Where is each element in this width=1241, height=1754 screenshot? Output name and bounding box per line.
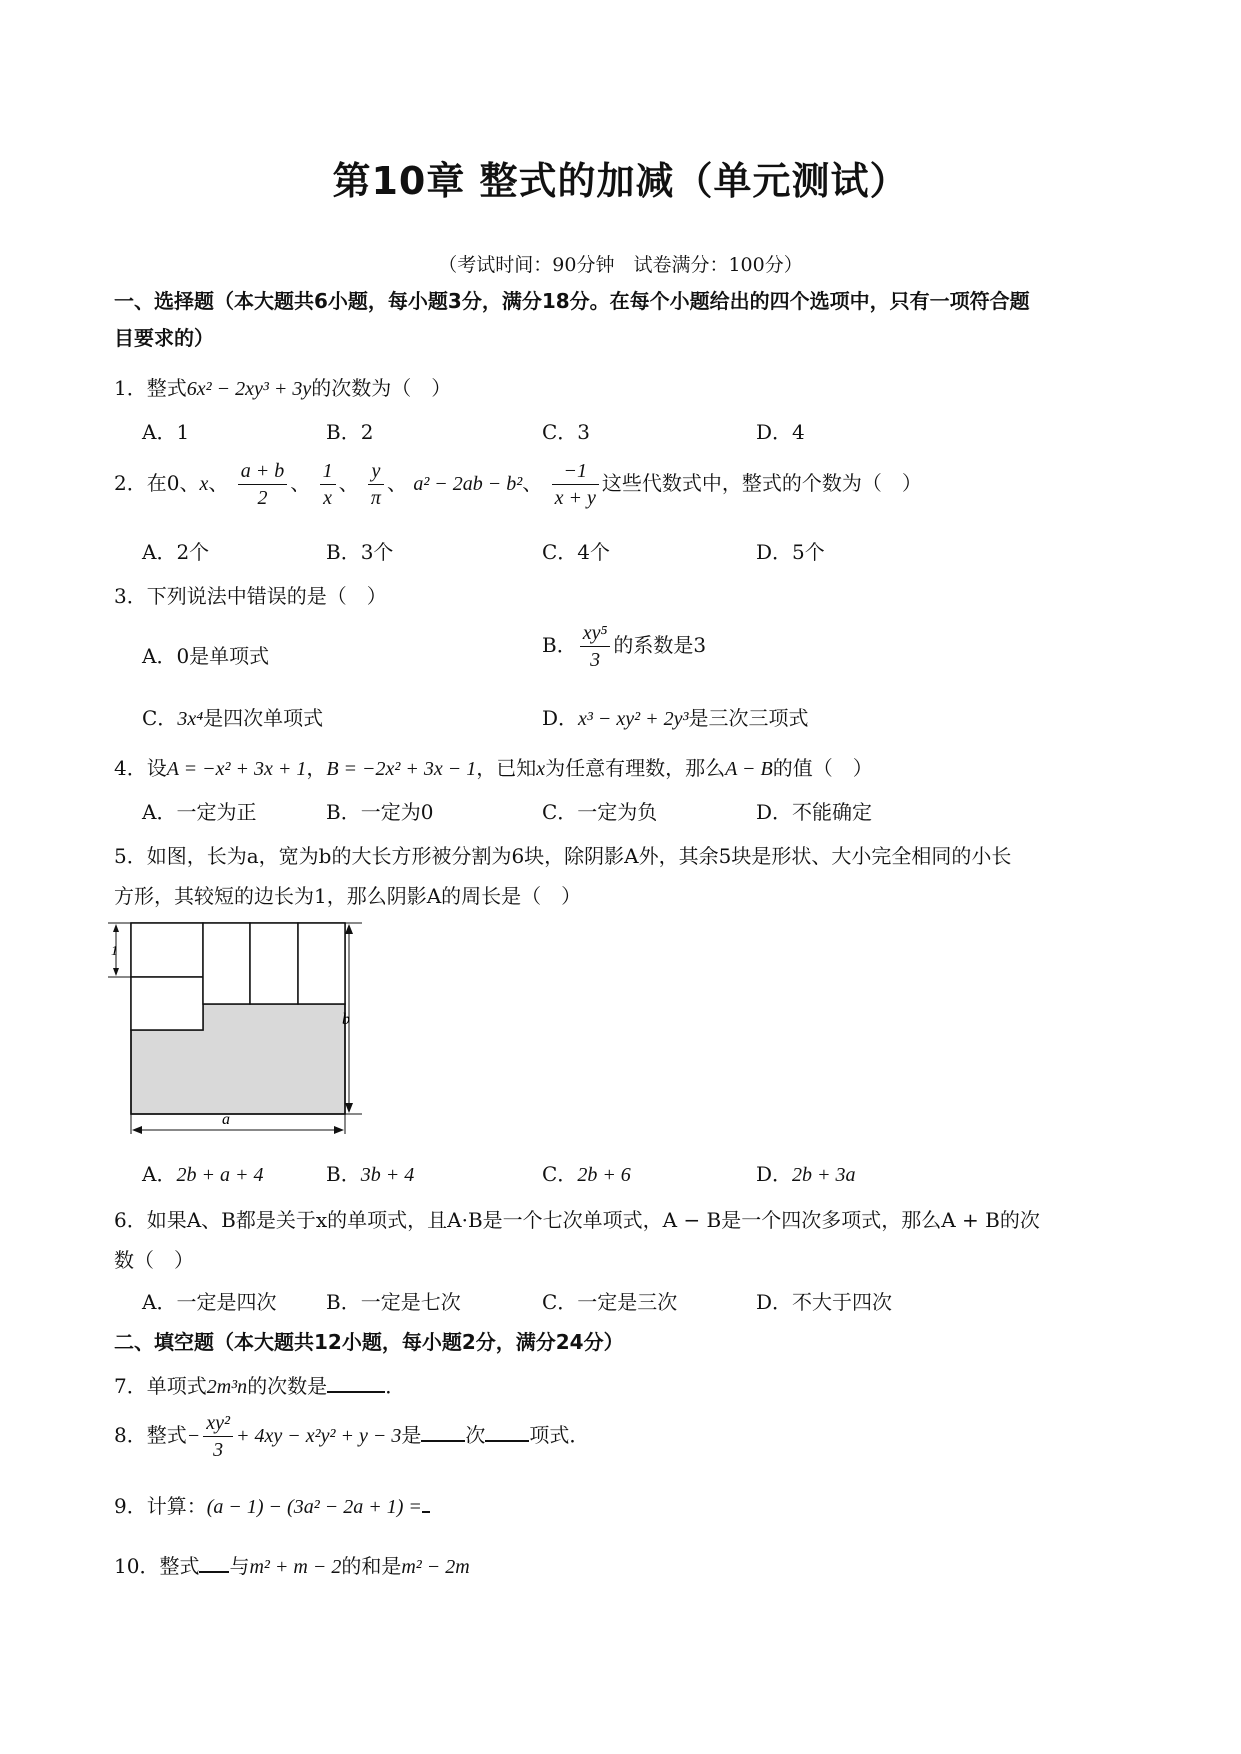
question-9 (114, 1490, 430, 1519)
q2-x: x (199, 473, 209, 495)
q10-mid: 与 (229, 1554, 250, 1578)
q2-separator: 、 (338, 471, 359, 495)
q4-mid: ，已知 (476, 756, 537, 780)
small-rect-1 (131, 923, 203, 977)
small-rect-4 (250, 923, 298, 1004)
q5-option-a (142, 1158, 263, 1187)
q8-expression-rest: + 4xy − x²y² + y − 3 (235, 1425, 402, 1447)
q3-option-b-fraction (580, 620, 611, 673)
q1-option-c: C．3 (542, 420, 591, 444)
q3-option-b-suffix: 的系数是3 (613, 633, 707, 657)
q9-answer-blank[interactable] (422, 1511, 430, 1513)
q2-option-a: A．2个 (142, 540, 210, 564)
q1-expression: 6x² − 2xy³ + 3y (186, 378, 312, 400)
q2-separator: 、 (208, 471, 229, 495)
section2-heading: 二、填空题（本大题共12小题，每小题2分，满分24分） (114, 1330, 624, 1354)
dim-1-arrow-down (113, 968, 119, 976)
q6-option-b: B．一定是七次 (326, 1290, 461, 1314)
q3-option-c-label: C． (142, 706, 178, 730)
q2-option-b: B．3个 (326, 540, 394, 564)
dim-b-arrow-up (345, 924, 353, 934)
q5-c-label: C． (542, 1162, 578, 1186)
q9-expression: (a − 1) − (3a² − 2a + 1) = (206, 1496, 422, 1518)
q5-c-expr: 2b + 6 (577, 1164, 631, 1186)
q2-f4-denominator: x + y (554, 487, 596, 509)
q4-mid2: 为任意有理数，那么 (545, 756, 726, 780)
q4-x: x (536, 758, 546, 780)
q9-prefix: 9．计算： (114, 1494, 207, 1518)
q1-prefix: 1．整式 (114, 376, 187, 400)
q5-option-c (542, 1158, 631, 1187)
q8-degree-blank[interactable] (421, 1440, 465, 1442)
small-rect-3 (203, 923, 250, 1004)
q2-fraction-1 (238, 458, 288, 511)
q4-diff: A − B (725, 758, 773, 780)
q3-b-numerator: xy⁵ (580, 620, 611, 647)
q5-d-expr: 2b + 3a (792, 1164, 856, 1186)
q4-option-d: D．不能确定 (756, 800, 873, 824)
q3-option-c (142, 702, 323, 731)
q2-fraction-4 (552, 458, 599, 511)
q10-expression-2: m² − 2m (401, 1556, 470, 1578)
q2-fraction-2 (320, 458, 336, 511)
q8-negative-sign: − (186, 1425, 201, 1447)
q8-is: 是 (401, 1423, 422, 1447)
q6-option-d: D．不大于四次 (756, 1290, 893, 1314)
section1-heading-line1: 一、选择题（本大题共6小题，每小题3分，满分18分。在每个小题给出的四个选项中，只有一项符合题 (114, 289, 1030, 313)
dim-b-arrow-down (345, 1103, 353, 1113)
q2-option-d: D．5个 (756, 540, 825, 564)
small-rect-5 (298, 923, 345, 1004)
q2-separator: 、 (290, 471, 311, 495)
q3-option-d-expr: x³ − xy² + 2y³ (578, 708, 689, 730)
q5-a-expr: 2b + a + 4 (176, 1164, 264, 1186)
q8-mid: 次 (465, 1423, 486, 1447)
q5-d-label: D． (756, 1162, 793, 1186)
q2-polynomial: a² − 2ab − b² (413, 473, 523, 495)
q2-separator: 、 (522, 471, 543, 495)
q2-fraction-3 (368, 458, 384, 511)
q8-fraction (203, 1410, 233, 1463)
q7-end: ． (385, 1374, 406, 1398)
q7-expression: 2m³n (206, 1376, 248, 1398)
q4-comma: ， (306, 756, 327, 780)
q1-option-d: D．4 (756, 420, 805, 444)
q3-option-d-suffix: 是三次三项式 (688, 706, 809, 730)
q5-a-label: A． (142, 1162, 177, 1186)
q5-b-expr: 3b + 4 (360, 1164, 415, 1186)
q10-prefix: 10．整式 (114, 1554, 200, 1578)
q4-expr-b: B = −2x² + 3x − 1 (326, 758, 477, 780)
q3-option-a: A．0是单项式 (142, 644, 270, 668)
q10-mid2: 的和是 (341, 1554, 402, 1578)
q3-option-d-label: D． (542, 706, 579, 730)
q2-f4-numerator: −1 (552, 458, 599, 485)
question-6-line2: 数（ ） (114, 1248, 194, 1272)
q4-expr-a: A = −x² + 3x + 1 (166, 758, 307, 780)
q8-numerator: xy² (203, 1410, 233, 1437)
question-1 (114, 372, 451, 401)
q3-option-c-suffix: 是四次单项式 (203, 706, 324, 730)
page-title: 第10章 整式的加减（单元测试） (332, 159, 909, 203)
q2-f2-denominator: x (323, 487, 332, 509)
q7-answer-blank[interactable] (327, 1391, 385, 1393)
q5-option-b (326, 1158, 414, 1187)
question-8 (114, 1410, 589, 1463)
question-6-line1: 6．如果A、B都是关于x的单项式，且A·B是一个七次单项式，A − B是一个四次多项式，那么A + B的次 (114, 1208, 1040, 1232)
q7-suffix: 的次数是 (247, 1374, 328, 1398)
q5-figure (108, 920, 408, 1140)
q3-option-b (542, 620, 706, 673)
q8-suffix: 项式． (529, 1423, 590, 1447)
small-rect-2 (131, 977, 203, 1030)
question-10 (114, 1550, 470, 1579)
label-b: b (342, 1011, 350, 1028)
q10-answer-blank[interactable] (199, 1571, 229, 1573)
label-a: a (222, 1111, 230, 1128)
q4-option-c: C．一定为负 (542, 800, 658, 824)
q8-denominator: 3 (213, 1439, 224, 1461)
q2-option-c: C．4个 (542, 540, 611, 564)
section1-heading-line2: 目要求的） (114, 326, 214, 350)
question-4 (114, 752, 873, 781)
q2-f1-numerator: a + b (238, 458, 288, 485)
q3-option-c-expr: 3x⁴ (177, 708, 204, 730)
q2-f3-numerator: y (368, 458, 384, 485)
question-2 (114, 458, 922, 511)
q2-suffix: 这些代数式中，整式的个数为（ ） (601, 471, 922, 495)
q4-suffix: 的值（ ） (772, 756, 873, 780)
q1-option-b: B．2 (326, 420, 374, 444)
q4-prefix: 4．设 (114, 756, 167, 780)
q2-f3-denominator: π (370, 487, 381, 509)
q4-option-b: B．一定为0 (326, 800, 434, 824)
exam-info: （考试时间：90分钟 试卷满分：100分） (438, 254, 803, 276)
question-3: 3．下列说法中错误的是（ ） (114, 584, 387, 608)
q1-option-a: A．1 (142, 420, 190, 444)
q6-option-a: A．一定是四次 (142, 1290, 277, 1314)
question-7 (114, 1370, 405, 1399)
q2-f1-denominator: 2 (257, 487, 268, 509)
q5-b-label: B． (326, 1162, 361, 1186)
q8-prefix: 8．整式 (114, 1423, 187, 1447)
label-1: 1 (111, 944, 118, 959)
q10-expression-1: m² + m − 2 (249, 1556, 342, 1578)
q5-option-d (756, 1158, 856, 1187)
q3-b-denominator: 3 (590, 649, 601, 671)
q8-terms-blank[interactable] (485, 1440, 529, 1442)
q6-option-c: C．一定是三次 (542, 1290, 678, 1314)
question-5-line1: 5．如图，长为a，宽为b的大长方形被分割为6块，除阴影A外，其余5块是形状、大小完全相同的小长 (114, 844, 1012, 868)
dim-1-arrow-up (113, 924, 119, 932)
q7-prefix: 7．单项式 (114, 1374, 207, 1398)
question-5-line2: 方形，其较短的边长为1，那么阴影A的周长是（ ） (114, 884, 582, 908)
dim-a-arrow-right (334, 1126, 344, 1134)
q2-prefix: 2．在0、 (114, 471, 200, 495)
dim-a-arrow-left (132, 1126, 142, 1134)
q3-option-d (542, 702, 809, 731)
q2-separator: 、 (386, 471, 407, 495)
q1-suffix: 的次数为（ ） (311, 376, 452, 400)
q4-option-a: A．一定为正 (142, 800, 257, 824)
q3-option-b-label: B． (542, 633, 577, 657)
q2-f2-numerator: 1 (320, 458, 336, 485)
